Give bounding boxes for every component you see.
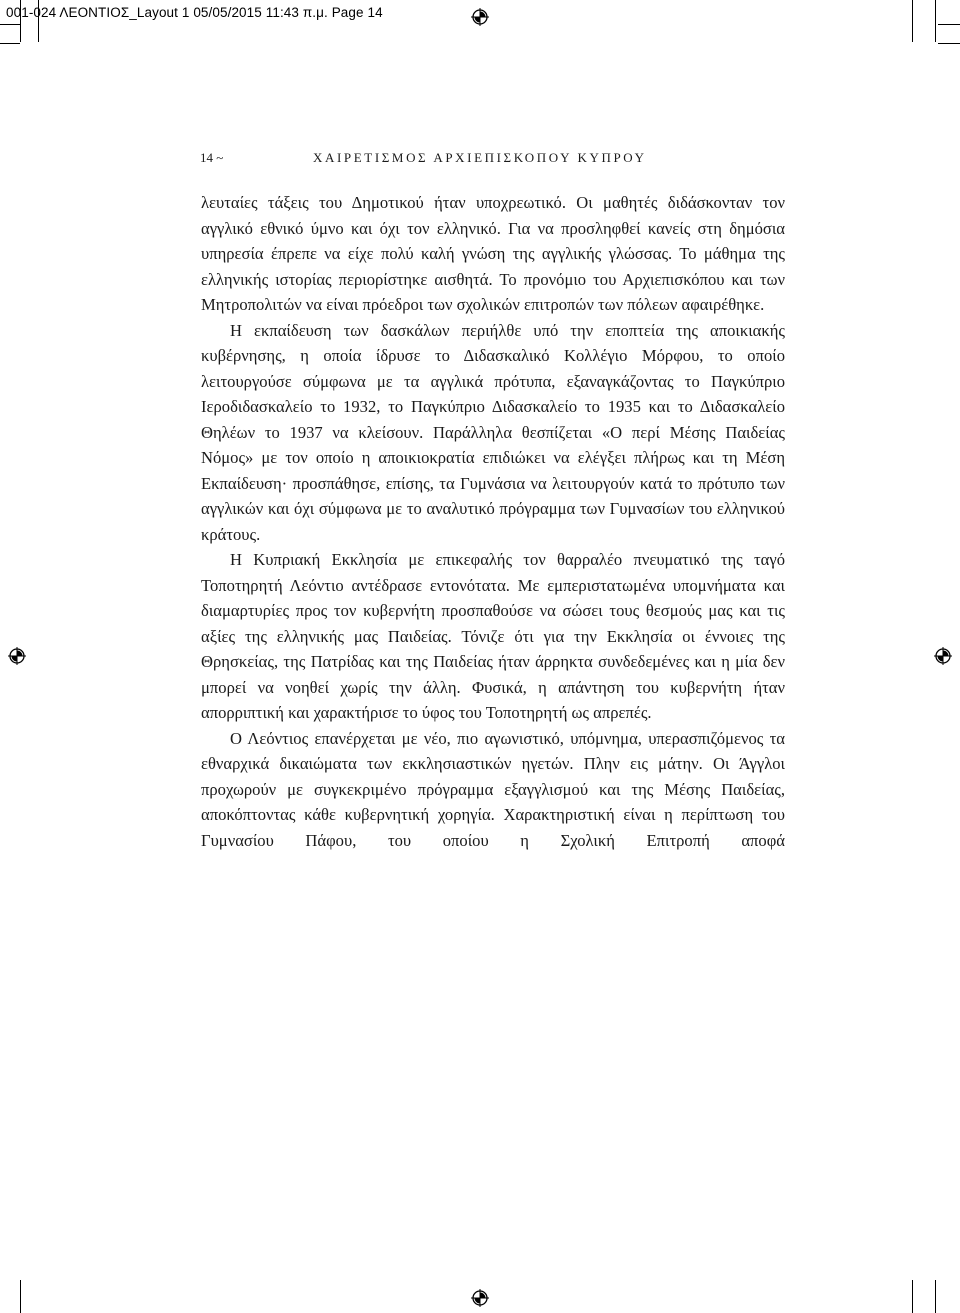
running-title: ΧΑΙΡΕΤΙΣΜΟΣ ΑΡΧΙΕΠΙΣΚΟΠΟΥ ΚΥΠΡΟΥ [313, 150, 647, 165]
body-text [201, 190, 785, 853]
paragraph: Ο Λεόντιος επανέρχεται με νέο, πιο αγωνιστικό, υπόμνημα, υπερασπιζόμενος τα εθναρχικά δικαιώματα των εκκλησιαστικών ηγετών. Πλην εις μάτην. Οι Άγγλοι προχωρούν με συγκεκριμένο πρόγραμμα εξαγγλισμού και της Μέσης Παιδείας, αποκόπτοντας κάθε κυβερνητική χορηγία. Χαρακτηριστική είναι η περίπτωση του Γυμνασίου Πάφου, του οποίου η Σχολική Επιτροπή αποφά [201, 728, 785, 850]
crop-mark [912, 0, 913, 42]
crop-mark [938, 24, 960, 25]
crop-mark [912, 1280, 913, 1313]
crop-mark [935, 0, 936, 42]
page-number: 14 ~ [200, 150, 224, 165]
paragraph: Η Κυπριακή Εκκλησία με επικεφαλής τον θαρραλέο πνευματικό της ταγό Τοποτηρητή Λεόντιο αντέδρασε εντονότατα. Με εμπεριστατωμένα υπομνήματα και διαμαρτυρίες προς τον κυβερνήτη προσπαθούσε να σώσει τους θεσμούς μας και τις αξίες της ελληνικής μας Παιδείας. Τόνιζε ότι για την Εκκλησία οι έννοιες της Θρησκείας, της Πατρίδας και της Παιδείας ήταν άρρηκτα συνδεδεμένες και η μία δεν μπορεί να νοηθεί χωρίς την άλλη. Φυσικά, η απάντηση του κυβερνήτη ήταν απορριπτική και χαρακτήρισε το ύφος του Τοποτηρητή ως απρεπές. [201, 550, 785, 722]
crop-mark [935, 1280, 936, 1313]
registration-mark-icon [8, 647, 26, 665]
paragraph: λευταίες τάξεις του Δημοτικού ήταν υποχρεωτικό. Οι μαθητές διδάσκονταν τον αγγλικό εθνικό ύμνο και όχι τον ελληνικό. Για να προσληφθεί κανείς στη δημόσια υπηρεσία έπρεπε να είχε πολύ καλή γνώση της αγγλικής γλώσσας. Το μάθημα της ελληνικής ιστορίας περιορίστηκε αισθητά. Το προνόμιο του Αρχιεπισκόπου και των Μητροπολιτών να είναι πρόεδροι των σχολικών επιτροπών των πόλεων αφαιρέθηκε. [201, 193, 785, 314]
crop-mark [938, 43, 960, 44]
registration-mark-icon [471, 8, 489, 26]
crop-mark [20, 1280, 21, 1313]
registration-mark-icon [934, 647, 952, 665]
running-head [200, 150, 790, 170]
printer-slug-line: 001-024 ΛΕΟΝΤΙΟΣ_Layout 1 05/05/2015 11:43 π.μ. Page 14 [6, 5, 383, 20]
crop-mark [0, 24, 20, 25]
crop-mark [0, 43, 20, 44]
registration-mark-icon [471, 1289, 489, 1307]
paragraph: Η εκπαίδευση των δασκάλων περιήλθε υπό την εποπτεία της αποικιακής κυβέρνησης, η οποία ίδρυσε το Διδασκαλικό Κολλέγιο Μόρφου, το οποίο λειτουργούσε σύμφωνα με τα αγγλικά πρότυπα, εξαναγκάζοντας το Παγκύπριο Ιεροδιδασκαλείο το 1932, το Παγκύπριο Διδασκαλείο το 1935 και το Διδασκαλείο Θηλέων το 1937 να κλείσουν. Παράλληλα θεσπίζεται «Ο περί Μέσης Παιδείας Νόμος» με τον οποίο η αποικιοκρατία επιδιώκει να ελέγξει πλήρως και τη Μέση Εκπαίδευση· προσπάθησε, επίσης, τα Γυμνάσια να λειτουργούν κατά το πρότυπο των αγγλικών και όχι σύμφωνα με το αναλυτικό πρόγραμμα των Γυμνασίων του ελληνικού κράτους. [201, 320, 785, 544]
